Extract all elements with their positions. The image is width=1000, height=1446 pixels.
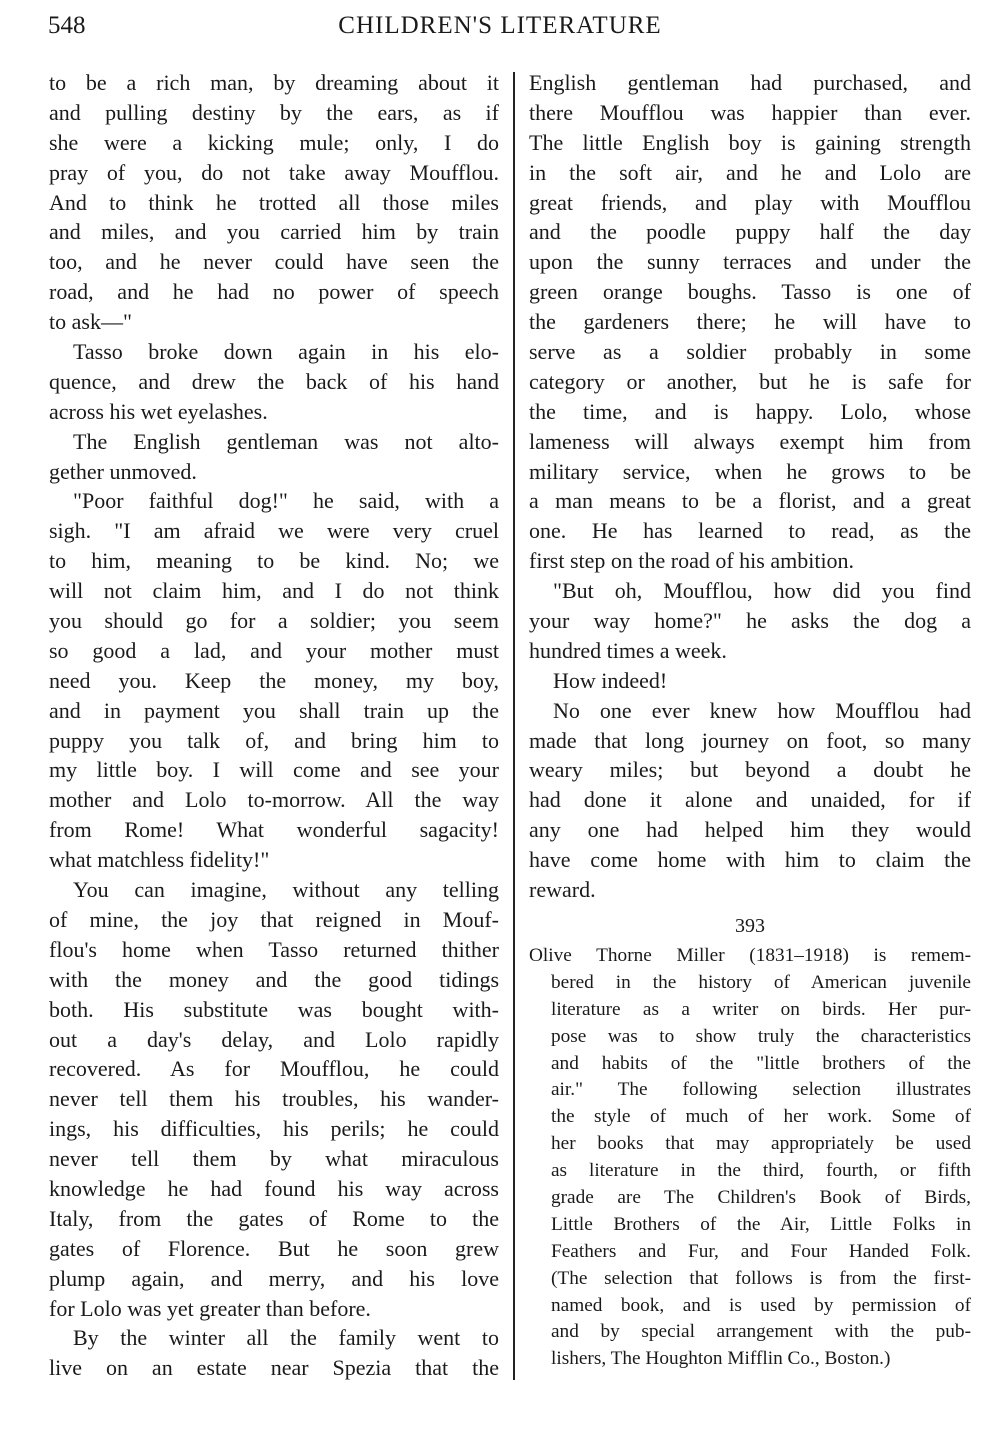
text-line: quence, and drew the back of his hand xyxy=(49,368,499,394)
text-line: weary miles; but beyond a doubt he xyxy=(529,757,971,783)
text-line: No one ever knew how Moufflou had xyxy=(553,697,971,723)
note-line: Little Brothers of the Air, Little Folks in xyxy=(551,1213,971,1235)
running-title: CHILDREN'S LITERATURE xyxy=(338,12,662,39)
text-line: the time, and is happy. Lolo, whose xyxy=(529,398,971,424)
text-line: "Poor faithful dog!" he said, with a xyxy=(73,488,499,514)
text-line: The little English boy is gaining strength xyxy=(529,129,971,155)
text-line: she were a kicking mule; only, I do xyxy=(49,129,499,155)
text-line: and miles, and you carried him by train xyxy=(49,219,499,245)
text-line: will not claim him, and I do not think xyxy=(49,578,499,604)
text-line: And to think he trotted all those miles xyxy=(49,189,499,215)
text-line: category or another, but he is safe for xyxy=(529,368,971,394)
note-line: Feathers and Fur, and Four Handed Folk. xyxy=(551,1240,971,1262)
note-line: grade are The Children's Book of Birds, xyxy=(551,1186,971,1208)
note-line: air." The following selection illustrates xyxy=(551,1079,971,1101)
text-line: pray of you, do not take away Moufflou. xyxy=(49,159,499,185)
text-line: reward. xyxy=(529,877,596,903)
text-line: your way home?" he asks the dog a xyxy=(529,608,971,634)
text-line: for Lolo was yet greater than before. xyxy=(49,1295,371,1321)
text-line: to ask—" xyxy=(49,309,132,335)
text-line: across his wet eyelashes. xyxy=(49,398,268,424)
note-line: pose was to show truly the characteristics xyxy=(551,1025,971,1047)
text-line: had done it alone and unaided, for if xyxy=(529,787,971,813)
text-line: live on an estate near Spezia that the xyxy=(49,1355,499,1381)
text-line: upon the sunny terraces and under the xyxy=(529,249,971,275)
text-line: "But oh, Moufflou, how did you find xyxy=(553,578,971,604)
text-line: ings, his difficulties, his perils; he could xyxy=(49,1116,499,1142)
left-column xyxy=(49,68,499,1383)
note-line: lishers, The Houghton Mifflin Co., Boston.) xyxy=(551,1348,891,1370)
text-line: By the winter all the family went to xyxy=(73,1325,499,1351)
selection-number: 393 xyxy=(735,914,765,937)
text-line: any one had helped him they would xyxy=(529,817,971,843)
text-line: knowledge he had found his way across xyxy=(49,1175,499,1201)
text-line: great friends, and play with Moufflou xyxy=(529,189,971,215)
note-line: literature as a writer on birds. Her pur- xyxy=(551,998,971,1020)
text-line: in the soft air, and he and Lolo are xyxy=(529,159,971,185)
text-line: too, and he never could have seen the xyxy=(49,249,499,275)
text-line: mother and Lolo to-morrow. All the way xyxy=(49,787,499,813)
text-line: Tasso broke down again in his elo- xyxy=(73,339,499,365)
text-line: and pulling destiny by the ears, as if xyxy=(49,99,499,125)
text-line: green orange boughs. Tasso is one of xyxy=(529,279,971,305)
text-line: recovered. As for Moufflou, he could xyxy=(49,1056,499,1082)
text-line: the gardeners there; he will have to xyxy=(529,309,971,335)
text-line: Italy, from the gates of Rome to the xyxy=(49,1205,499,1231)
text-line: lameness will always exempt him from xyxy=(529,428,971,454)
note-line: the style of much of her work. Some of xyxy=(551,1106,971,1128)
note-line: her books that may appropriately be used xyxy=(551,1133,971,1155)
text-line: of mine, the joy that reigned in Mouf- xyxy=(49,906,499,932)
text-line: plump again, and merry, and his love xyxy=(49,1265,499,1291)
note-line: (The selection that follows is from the first- xyxy=(551,1267,971,1289)
text-line: flou's home when Tasso returned thither xyxy=(49,936,499,962)
text-line: one. He has learned to read, as the xyxy=(529,518,971,544)
text-line: and the poodle puppy half the day xyxy=(529,219,971,245)
text-line: never tell them his troubles, his wander- xyxy=(49,1086,499,1112)
note-line: as literature in the third, fourth, or fifth xyxy=(551,1160,971,1182)
text-line: out a day's delay, and Lolo rapidly xyxy=(49,1026,499,1052)
text-line: have come home with him to claim the xyxy=(529,847,971,873)
text-line: so good a lad, and your mother must xyxy=(49,637,499,663)
text-line: gates of Florence. But he soon grew xyxy=(49,1235,499,1261)
text-line: puppy you talk of, and bring him to xyxy=(49,727,499,753)
story-text xyxy=(529,68,971,905)
text-line: gether unmoved. xyxy=(49,458,197,484)
author-note xyxy=(529,943,971,1373)
text-line: to him, meaning to be kind. No; we xyxy=(49,548,499,574)
text-line: there Moufflou was happier than ever. xyxy=(529,99,971,125)
text-line: serve as a soldier probably in some xyxy=(529,339,971,365)
column-divider xyxy=(513,72,515,1380)
note-line: Olive Thorne Miller (1831–1918) is remem- xyxy=(529,944,971,966)
text-line: you should go for a soldier; you seem xyxy=(49,608,499,634)
note-line: and habits of the "little brothers of the xyxy=(551,1052,971,1074)
text-line: with the money and the good tidings xyxy=(49,966,499,992)
text-line: military service, when he grows to be xyxy=(529,458,971,484)
text-line: sigh. "I am afraid we were very cruel xyxy=(49,518,499,544)
note-line: and by special arrangement with the pub- xyxy=(551,1321,971,1343)
text-line: road, and he had no power of speech xyxy=(49,279,499,305)
text-line: You can imagine, without any telling xyxy=(73,877,499,903)
text-line: from Rome! What wonderful sagacity! xyxy=(49,817,499,843)
page-number: 548 xyxy=(48,12,86,39)
text-line: both. His substitute was bought with- xyxy=(49,996,499,1022)
right-column xyxy=(529,68,971,1373)
text-line: to be a rich man, by dreaming about it xyxy=(49,70,499,95)
text-line: hundred times a week. xyxy=(529,637,727,663)
text-line: need you. Keep the money, my boy, xyxy=(49,667,499,693)
text-line: How indeed! xyxy=(553,667,668,693)
text-line: what matchless fidelity!" xyxy=(49,847,270,873)
text-line: first step on the road of his ambition. xyxy=(529,548,855,574)
text-line: made that long journey on foot, so many xyxy=(529,727,971,753)
text-line: English gentleman had purchased, and xyxy=(529,70,971,95)
text-line: and in payment you shall train up the xyxy=(49,697,499,723)
text-line: my little boy. I will come and see your xyxy=(49,757,499,783)
text-line: a man means to be a florist, and a great xyxy=(529,488,971,514)
text-line: The English gentleman was not alto- xyxy=(73,428,499,454)
note-line: named book, and is used by permission of xyxy=(551,1294,971,1316)
note-line: bered in the history of American juvenile xyxy=(551,971,971,993)
text-line: never tell them by what miraculous xyxy=(49,1146,499,1172)
